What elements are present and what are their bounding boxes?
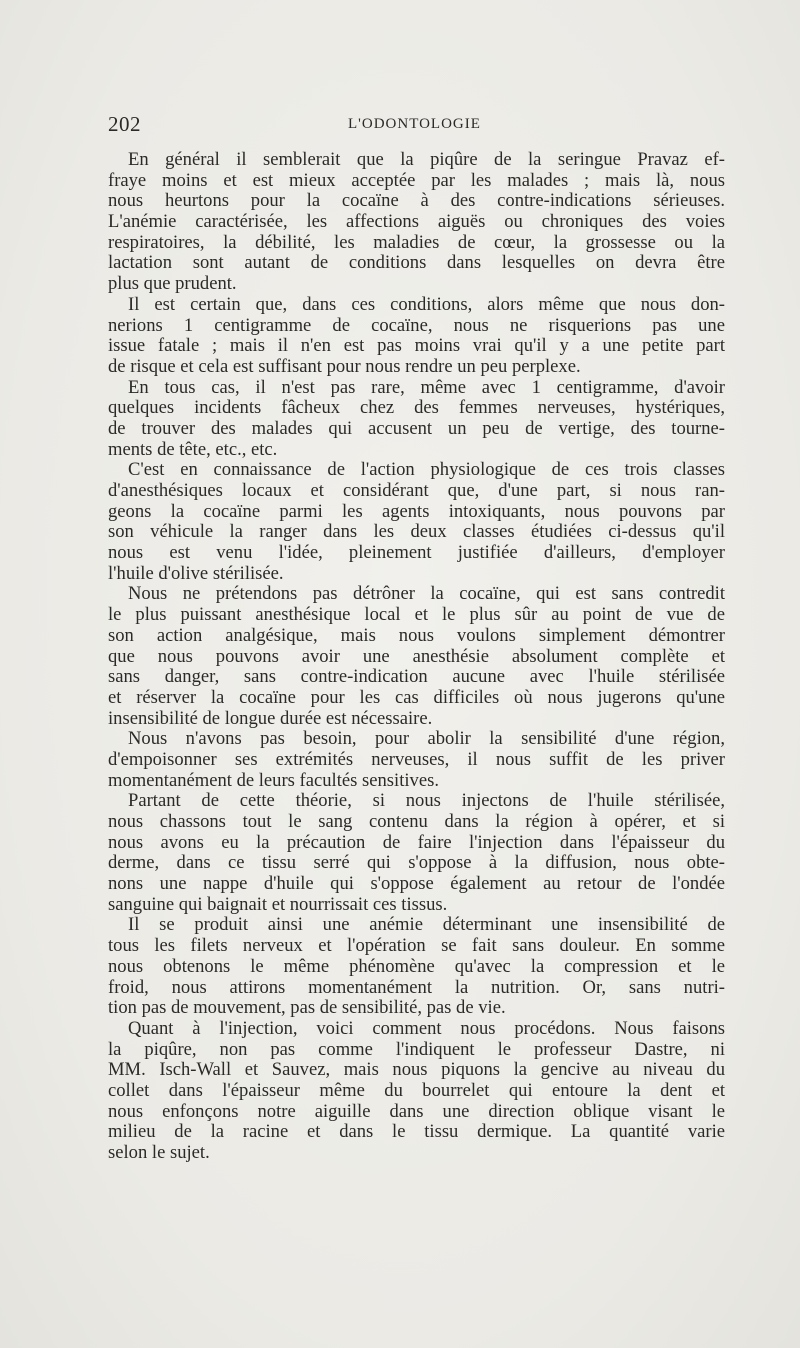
text-line: En général il semblerait que la piqûre de la seringue Pravaz ef-: [128, 149, 725, 170]
text-line: nous chassons tout le sang contenu dans la région à opérer, et si: [108, 811, 725, 832]
text-line: geons la cocaïne parmi les agents intoxiquants, nous pouvons par: [108, 500, 725, 522]
text-line: et réserver la cocaïne pour les cas difficiles où nous jugerons qu'une: [108, 686, 725, 708]
text-line: froid, nous attirons momentanément la nutrition. Or, sans nutri-: [108, 976, 725, 998]
text-line: Quant à l'injection, voici comment nous procédons. Nous faisons: [128, 1017, 725, 1039]
text-line: la piqûre, non pas comme l'indiquent le professeur Dastre, ni: [108, 1038, 725, 1060]
text-line: Nous ne prétendons pas détrôner la cocaïne, qui est sans contredit: [128, 583, 725, 605]
text-line: L'anémie caractérisée, les affections aiguës ou chroniques des voies: [108, 211, 725, 233]
text-line: son véhicule la ranger dans les deux classes étudiées ci-dessus qu'il: [108, 521, 725, 543]
text-line: selon le sujet.: [108, 1142, 210, 1163]
text-line: plus que prudent.: [108, 273, 237, 295]
paragraph: [108, 584, 725, 729]
text-line: derme, dans ce tissu serré qui s'oppose à la diffusion, nous obte-: [108, 852, 725, 874]
text-line: que nous pouvons avoir une anesthésie absolument complète et: [108, 645, 725, 667]
text-line: d'anesthésiques locaux et considérant que, d'une part, si nous ran-: [108, 480, 725, 501]
paragraph: [108, 295, 725, 378]
text-line: de risque et cela est suffisant pour nous rendre un peu perplexe.: [108, 355, 581, 377]
text-line: Partant de cette théorie, si nous injectons de l'huile stérilisée,: [128, 790, 725, 812]
text-line: nous avons eu la précaution de faire l'injection dans l'épaisseur du: [108, 831, 725, 853]
text-line: momentanément de leurs facultés sensitives.: [108, 769, 439, 791]
paragraph: [108, 791, 725, 915]
text-line: l'huile d'olive stérilisée.: [108, 562, 284, 584]
text-line: collet dans l'épaisseur même du bourrelet qui entoure la dent et: [108, 1079, 725, 1101]
text-line: sanguine qui baignait et nourrissait ces tissus.: [108, 893, 448, 915]
text-line: issue fatale ; mais il n'en est pas moins vrai qu'il y a une petite part: [108, 335, 725, 357]
text-line: son action analgésique, mais nous voulons simplement démontrer: [108, 624, 725, 646]
text-line: quelques incidents fâcheux chez des femmes nerveuses, hystériques,: [108, 397, 725, 419]
running-title: L'ODONTOLOGIE: [348, 116, 481, 132]
text-line: nous obtenons le même phénomène qu'avec la compression et le: [108, 955, 725, 977]
text-line: nerions 1 centigramme de cocaïne, nous ne risquerions pas une: [108, 314, 725, 336]
text-line: d'empoisonner ses extrémités nerveuses, il nous suffit de les priver: [108, 748, 725, 770]
page-header: [108, 112, 728, 140]
text-line: Il est certain que, dans ces conditions, alors même que nous don-: [128, 293, 725, 315]
text-line: nous heurtons pour la cocaïne à des contre-indications sérieuses.: [108, 190, 725, 212]
text-line: Nous n'avons pas besoin, pour abolir la sensibilité d'une région,: [128, 728, 725, 750]
text-line: tion pas de mouvement, pas de sensibilité, pas de vie.: [108, 997, 506, 1019]
paragraph: [108, 915, 725, 1018]
text-line: le plus puissant anesthésique local et le plus sûr au point de vue de: [108, 604, 725, 626]
text-line: fraye moins et est mieux acceptée par les malades ; mais là, nous: [108, 169, 725, 191]
text-line: respiratoires, la débilité, les maladies de cœur, la grossesse ou la: [108, 231, 725, 253]
text-line: lactation sont autant de conditions dans lesquelles on devra être: [108, 252, 725, 274]
text-line: C'est en connaissance de l'action physiologique de ces trois classes: [128, 459, 725, 481]
text-line: ments de tête, etc., etc.: [108, 438, 278, 460]
page-number: 202: [108, 112, 141, 136]
text-line: tous les filets nerveux et l'opération se fait sans douleur. En somme: [108, 935, 725, 957]
paragraph: [108, 460, 725, 584]
text-line: En tous cas, il n'est pas rare, même avec 1 centigramme, d'avoir: [128, 376, 725, 398]
text-line: nous est venu l'idée, pleinement justifiée d'ailleurs, d'employer: [108, 542, 725, 564]
paragraph: [108, 150, 725, 295]
text-line: MM. Isch-Wall et Sauvez, mais nous piquons la gencive au niveau du: [108, 1059, 725, 1081]
text-line: milieu de la racine et dans le tissu dermique. La quantité varie: [108, 1121, 725, 1143]
text-line: nous enfonçons notre aiguille dans une direction oblique visant le: [108, 1100, 725, 1122]
text-line: nons une nappe d'huile qui s'oppose également au retour de l'ondée: [108, 873, 725, 895]
body-text: [108, 150, 725, 1164]
paragraph: [108, 1019, 725, 1164]
text-line: sans danger, sans contre-indication aucune avec l'huile stérilisée: [108, 666, 725, 688]
text-line: Il se produit ainsi une anémie déterminant une insensibilité de: [128, 914, 725, 936]
paragraph: [108, 378, 725, 461]
paragraph: [108, 729, 725, 791]
text-line: insensibilité de longue durée est nécessaire.: [108, 707, 433, 729]
text-line: de trouver des malades qui accusent un peu de vertige, des tourne-: [108, 417, 725, 439]
